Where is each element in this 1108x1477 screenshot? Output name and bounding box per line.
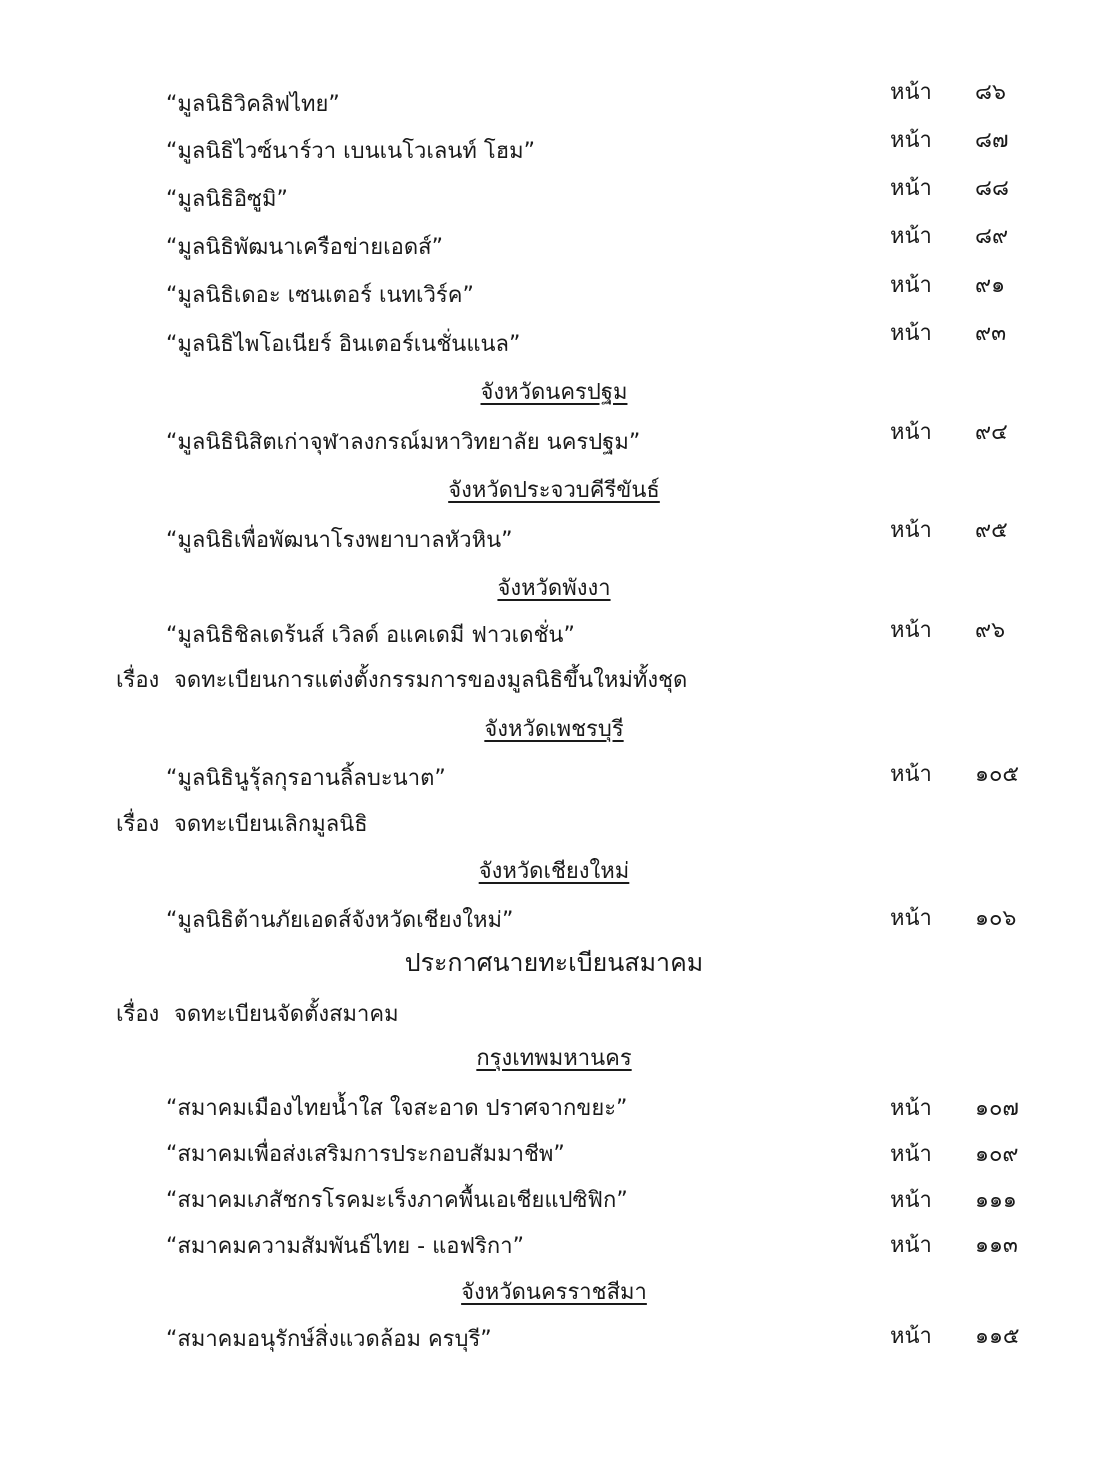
province-heading-text: จังหวัดพังงา xyxy=(497,576,611,601)
page-label: หน้า xyxy=(890,321,932,346)
entry-title: “มูลนิธิต้านภัยเอดส์จังหวัดเชียงใหม่” xyxy=(166,908,514,933)
entry-title: “มูลนิธิวิคลิฟไทย” xyxy=(166,92,340,117)
page-number: ๘๗ xyxy=(975,128,1009,153)
province-heading xyxy=(0,711,1108,746)
province-heading-text: จังหวัดเพชรบุรี xyxy=(484,717,624,742)
page-number: ๙๑ xyxy=(975,273,1006,298)
entry-title: “มูลนิธิชิลเดร้นส์ เวิลด์ อแคเดมี ฟาวเดชั่น” xyxy=(166,623,575,648)
page-label: หน้า xyxy=(890,762,932,787)
province-heading xyxy=(0,1040,1108,1075)
province-heading-text: กรุงเทพมหานคร xyxy=(476,1046,632,1071)
page-number: ๙๕ xyxy=(975,518,1008,543)
entry-title: “สมาคมความสัมพันธ์ไทย - แอฟริกา” xyxy=(166,1234,524,1259)
entry-title: “สมาคมเภสัชกรโรคมะเร็งภาคพื้นเอเชียแปซิฟิก” xyxy=(166,1188,628,1213)
entry-title: “มูลนิธิเดอะ เซนเตอร์ เนทเวิร์ค” xyxy=(166,283,474,308)
page-number: ๘๘ xyxy=(975,176,1009,201)
page-number: ๘๙ xyxy=(975,224,1009,249)
page-label: หน้า xyxy=(890,80,932,105)
subject-text: จดทะเบียนจัดตั้งสมาคม xyxy=(174,1002,399,1027)
province-heading-text: จังหวัดนครปฐม xyxy=(480,380,628,405)
page-number: ๑๐๗ xyxy=(975,1096,1019,1121)
page-number: ๑๐๖ xyxy=(975,906,1017,931)
entry-title: “มูลนิธิพัฒนาเครือข่ายเอดส์” xyxy=(166,235,444,260)
subject-text: จดทะเบียนการแต่งตั้งกรรมการของมูลนิธิขึ้นใหม่ทั้งชุด xyxy=(174,668,688,693)
page-number: ๙๔ xyxy=(975,420,1008,445)
subject-line xyxy=(116,662,687,697)
province-heading xyxy=(0,853,1108,888)
subject-line xyxy=(116,996,399,1031)
page-label: หน้า xyxy=(890,618,932,643)
page-label: หน้า xyxy=(890,1096,932,1121)
page-label: หน้า xyxy=(890,1188,932,1213)
page-label: หน้า xyxy=(890,420,932,445)
announcement-heading: ประกาศนายทะเบียนสมาคม xyxy=(404,948,704,977)
entry-title: “สมาคมเพื่อส่งเสริมการประกอบสัมมาชีพ” xyxy=(166,1142,565,1167)
page-number: ๙๖ xyxy=(975,618,1006,643)
page-label: หน้า xyxy=(890,518,932,543)
page-label: หน้า xyxy=(890,906,932,931)
page-number: ๘๖ xyxy=(975,80,1006,105)
page-number: ๑๑๓ xyxy=(975,1233,1018,1258)
entry-title: “มูลนิธิเพื่อพัฒนาโรงพยาบาลหัวหิน” xyxy=(166,528,513,553)
entry-title: “มูลนิธินูรุ้ลกุรอานลิ้ลบะนาต” xyxy=(166,766,446,791)
page-number: ๙๓ xyxy=(975,321,1007,346)
entry-title: “มูลนิธิอิซูมิ” xyxy=(166,187,288,212)
entry-title: “มูลนิธิไวซ์นาร์วา เบนเนโวเลนท์ โฮม” xyxy=(166,139,536,164)
page-number: ๑๐๙ xyxy=(975,1142,1019,1167)
entry-title: “มูลนิธินิสิตเก่าจุฬาลงกรณ์มหาวิทยาลัย นครปฐม” xyxy=(166,430,641,455)
entry-title: “สมาคมเมืองไทยน้ำใส ใจสะอาด ปราศจากขยะ” xyxy=(166,1096,628,1121)
page-label: หน้า xyxy=(890,176,932,201)
subject-label: เรื่อง xyxy=(116,668,160,693)
subject-label: เรื่อง xyxy=(116,812,160,837)
page-number: ๑๑๕ xyxy=(975,1324,1020,1349)
subject-text: จดทะเบียนเลิกมูลนิธิ xyxy=(174,812,368,837)
province-heading-text: จังหวัดประจวบคีรีขันธ์ xyxy=(448,478,660,503)
page-label: หน้า xyxy=(890,273,932,298)
province-heading-text: จังหวัดเชียงใหม่ xyxy=(478,859,630,884)
province-heading xyxy=(0,374,1108,409)
page-number: ๑๐๕ xyxy=(975,762,1020,787)
subject-label: เรื่อง xyxy=(116,1002,160,1027)
province-heading xyxy=(0,472,1108,507)
page-label: หน้า xyxy=(890,1233,932,1258)
province-heading-text: จังหวัดนครราชสีมา xyxy=(461,1280,647,1305)
page-label: หน้า xyxy=(890,1324,932,1349)
entry-title: “มูลนิธิไพโอเนียร์ อินเตอร์เนชั่นแนล” xyxy=(166,332,521,357)
page-label: หน้า xyxy=(890,224,932,249)
entry-title: “สมาคมอนุรักษ์สิ่งแวดล้อม ครบุรี” xyxy=(166,1327,492,1352)
page-label: หน้า xyxy=(890,1142,932,1167)
subject-line xyxy=(116,806,368,841)
province-heading xyxy=(0,1274,1108,1309)
page-label: หน้า xyxy=(890,128,932,153)
province-heading xyxy=(0,570,1108,605)
page-number: ๑๑๑ xyxy=(975,1188,1017,1213)
